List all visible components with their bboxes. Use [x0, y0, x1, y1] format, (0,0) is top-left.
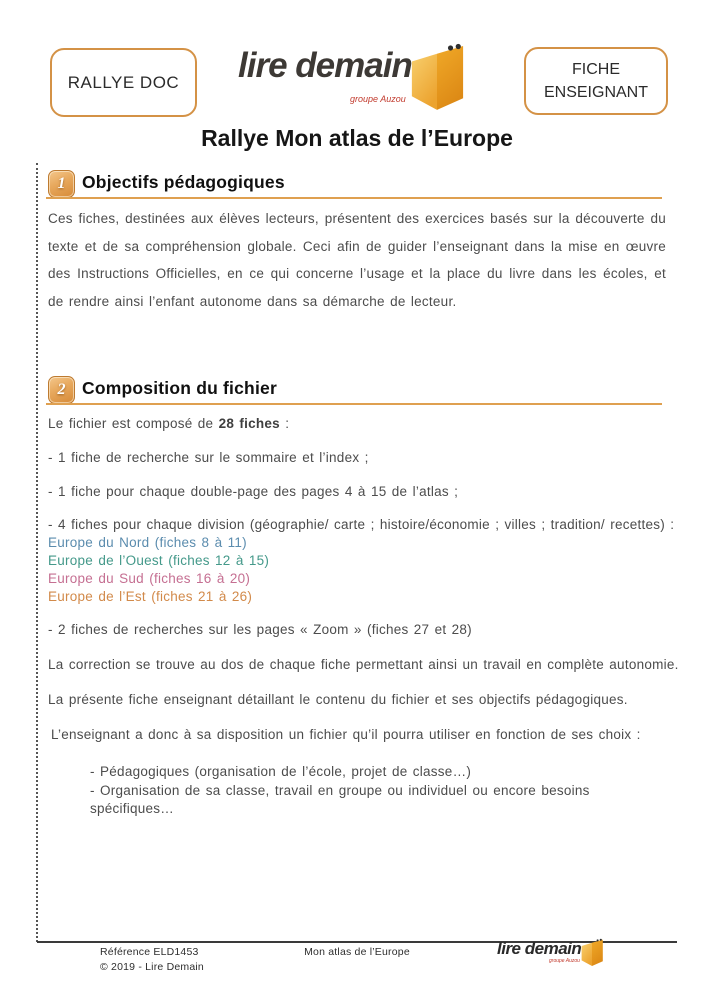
rallye-doc-box: [50, 48, 197, 117]
composition-intro: [48, 415, 666, 433]
footer-reference: Référence ELD1453: [100, 946, 199, 958]
open-book-icon: [408, 40, 466, 112]
region-line-est: Europe de l’Est (fiches 21 à 26): [48, 589, 253, 604]
zoom-pages-line: - 2 fiches de recherches sur les pages « Zoom » (fiches 27 et 28): [48, 622, 472, 637]
intro-bold-count: 28 fiches: [218, 416, 280, 431]
list-item: - 1 fiche de recherche sur le sommaire et l’index ;: [48, 450, 369, 465]
choices-list: [90, 763, 610, 819]
presente-paragraph: La présente fiche enseignant détaillant le contenu du fichier et ses objectifs pédagogiques.: [48, 692, 628, 707]
region-line-nord: Europe du Nord (fiches 8 à 11): [48, 535, 247, 550]
footer-lire-demain-logo: [497, 937, 607, 977]
left-margin-dotted-line: [36, 163, 38, 942]
open-book-icon: [580, 937, 604, 967]
list-item: - 1 fiche pour chaque double-page des pages 4 à 15 de l’atlas ;: [48, 484, 459, 499]
section-underline: [46, 197, 662, 199]
intro-suffix: :: [279, 416, 290, 431]
footer-copyright: © 2019 - Lire Demain: [100, 961, 204, 973]
list-item: - 4 fiches pour chaque division (géographie/ carte ; histoire/économie ; villes ; tradition/ recettes) :: [48, 517, 675, 532]
section-title: Objectifs pédagogiques: [82, 172, 285, 192]
fiche-enseignant-box: [524, 47, 668, 115]
choice-item: - Organisation de sa classe, travail en groupe ou individuel ou encore besoins spécifiques…: [90, 782, 590, 817]
section-number-badge: 1: [48, 170, 75, 198]
section-objectifs-header: [46, 170, 662, 200]
fiche-label-line2: ENSEIGNANT: [543, 84, 648, 101]
section-composition-header: [46, 376, 662, 406]
objectifs-paragraph: Ces fiches, destinées aux élèves lecteurs, présentent des exercices basés sur la découverte du texte et de sa compréhension globale. Ceci afin de guider l’enseignant dans la mise en œuvre des Instructions Officielles, en ce qui concerne l’usage et la place du livre dans les écoles, et de rendre ainsi l’enfant autonome dans sa démarche de lecteur.: [48, 211, 666, 309]
lire-demain-logo: [238, 40, 474, 120]
logo-subtitle: groupe Auzou: [350, 94, 406, 104]
footer-logo-wordmark: lire demain: [497, 939, 582, 958]
section-number-badge: 2: [48, 376, 75, 404]
choice-item: - Pédagogiques (organisation de l’école, projet de classe…): [90, 764, 472, 779]
rallye-doc-label: RALLYE DOC: [67, 72, 180, 92]
page-title: Rallye Mon atlas de l’Europe: [201, 125, 513, 151]
enseignant-paragraph: L’enseignant a donc à sa disposition un fichier qu’il pourra utiliser en fonction de ses choix :: [51, 727, 641, 742]
correction-paragraph: La correction se trouve au dos de chaque fiche permettant ainsi un travail en complète autonomie.: [48, 657, 679, 672]
region-line-sud: Europe du Sud (fiches 16 à 20): [48, 571, 251, 586]
footer-logo-subtitle: groupe Auzou: [549, 958, 580, 964]
fiche-label-line1: FICHE: [572, 60, 620, 78]
footer-book-title: Mon atlas de l’Europe: [304, 946, 410, 958]
section-underline: [46, 403, 662, 405]
intro-prefix: Le fichier est composé de: [48, 416, 219, 431]
logo-wordmark: lire demain: [238, 46, 412, 85]
section-title: Composition du fichier: [82, 378, 277, 398]
region-line-ouest: Europe de l’Ouest (fiches 12 à 15): [48, 553, 270, 568]
